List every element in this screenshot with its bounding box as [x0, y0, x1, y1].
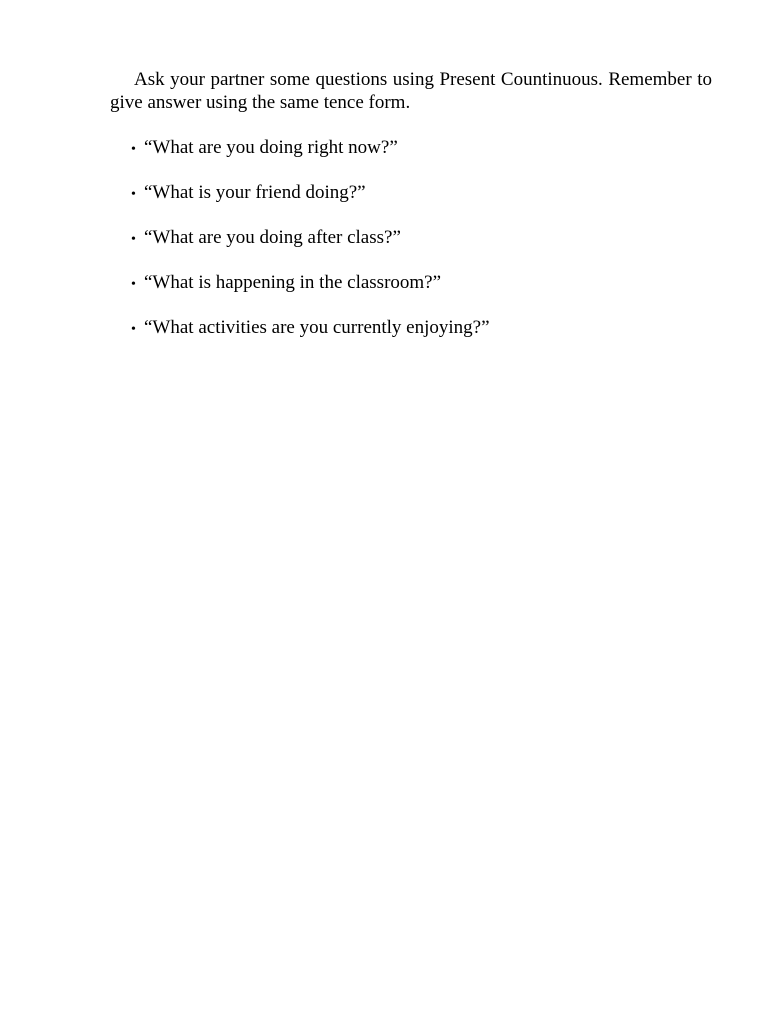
- question-text: “What are you doing right now?”: [144, 137, 398, 158]
- question-item: [110, 226, 490, 249]
- question-item: [110, 181, 490, 204]
- question-text: “What activities are you currently enjoying?”: [144, 317, 490, 338]
- question-list: [110, 136, 490, 361]
- bullet-icon: •: [131, 232, 136, 247]
- bullet-icon: •: [131, 142, 136, 157]
- question-item: [110, 316, 490, 339]
- question-text: “What is your friend doing?”: [144, 182, 366, 203]
- question-text: “What are you doing after class?”: [144, 227, 401, 248]
- question-item: [110, 271, 490, 294]
- bullet-icon: •: [131, 322, 136, 337]
- instruction-paragraph: Ask your partner some questions using Present Countinuous. Remember to give answer using the same tence form.: [110, 69, 712, 113]
- question-item: [110, 136, 490, 159]
- question-text: “What is happening in the classroom?”: [144, 272, 442, 293]
- bullet-icon: •: [131, 187, 136, 202]
- bullet-icon: •: [131, 277, 136, 292]
